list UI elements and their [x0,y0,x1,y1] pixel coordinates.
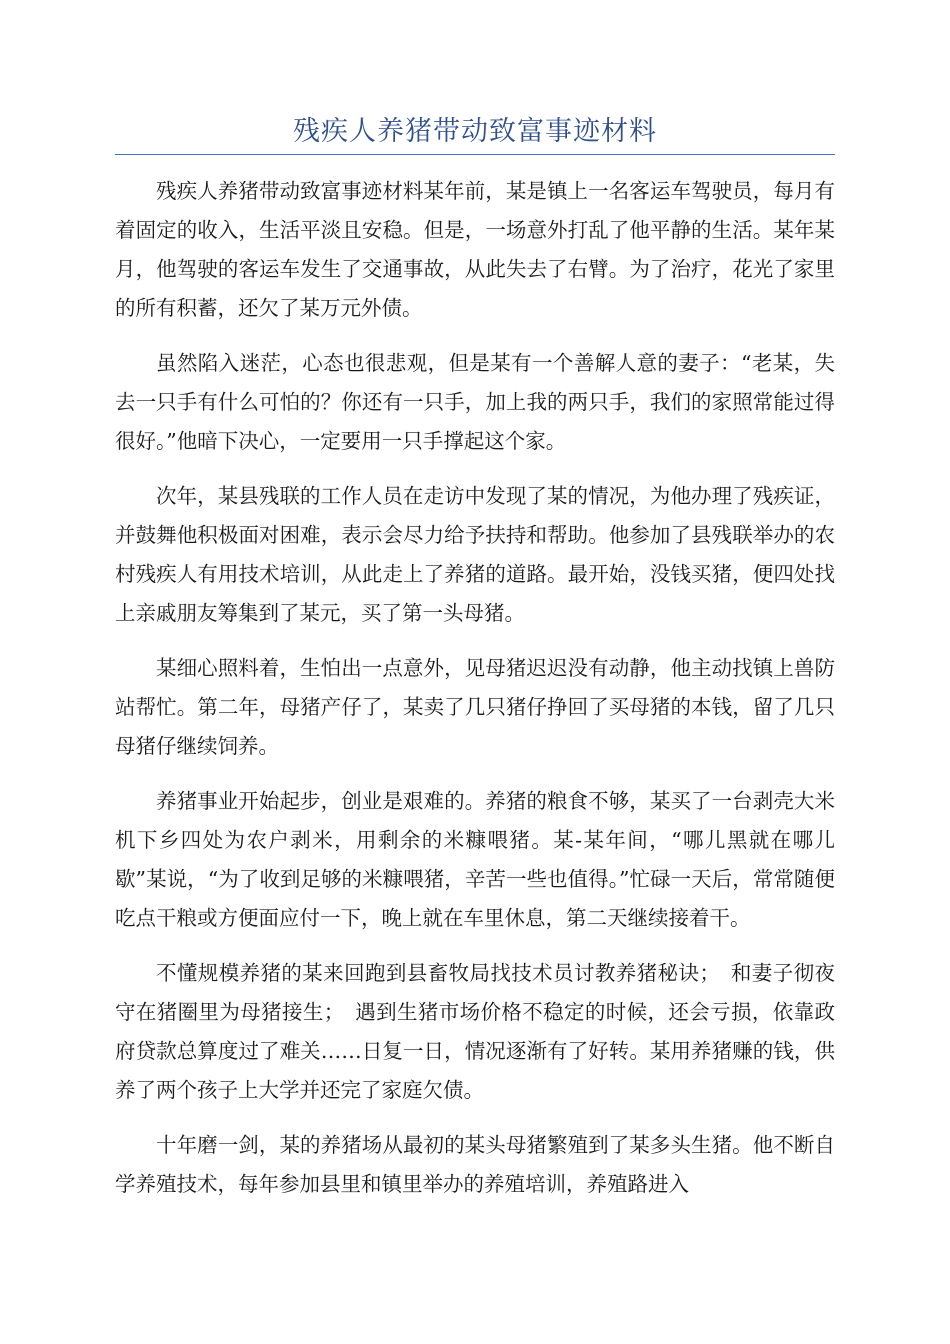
title-underline [115,154,835,155]
paragraph-1: 残疾人养猪带动致富事迹材料某年前，某是镇上一名客运车驾驶员，每月有着固定的收入，生活平淡且安稳。但是，一场意外打乱了他平静的生活。某年某月，他驾驶的客运车发生了交通事故，从此失去了右臂。为了治疗，花光了家里的所有积蓄，还欠了某万元外债。 [115,179,835,320]
document-title: 残疾人养猪带动致富事迹材料 [293,116,657,147]
paragraph-2: 虽然陷入迷茫，心态也很悲观，但是某有一个善解人意的妻子：“老某，失去一只手有什么可怕的？你还有一只手，加上我的两只手，我们的家照常能过得很好。”他暗下决心，一定要用一只手撑起这个家。 [115,351,835,453]
paragraph-7: 十年磨一剑，某的养猪场从最初的某头母猪繁殖到了某多头生猪。他不断自学养殖技术，每年参加县里和镇里举办的养殖培训，养殖路进入 [115,1133,835,1196]
paragraph-4: 某细心照料着，生怕出一点意外，见母猪迟迟没有动静，他主动找镇上兽防站帮忙。第二年，母猪产仔了，某卖了几只猪仔挣回了买母猪的本钱，留了几只母猪仔继续饲养。 [115,656,835,758]
paragraph-6: 不懂规模养猪的某来回跑到县畜牧局找技术员讨教养猪秘诀； 和妻子彻夜守在猪圈里为母猪接生； 遇到生猪市场价格不稳定的时候，还会亏损，依靠政府贷款总算度过了难关……日复一日，情况逐渐有了好转。某用养猪赚的钱，供养了两个孩子上大学并还完了家庭欠债。 [115,961,835,1102]
document-body [115,172,835,1220]
paragraph-5: 养猪事业开始起步，创业是艰难的。养猪的粮食不够，某买了一台剥壳大米机下乡四处为农户剥米，用剩余的米糠喂猪。某-某年间，“哪儿黑就在哪儿歇”某说，“为了收到足够的米糠喂猪，辛苦一些也值得。”忙碌一天后，常常随便吃点干粮或方便面应付一下，晚上就在车里休息，第二天继续接着干。 [115,789,835,930]
paragraph-3: 次年，某县残联的工作人员在走访中发现了某的情况，为他办理了残疾证，并鼓舞他积极面对困难，表示会尽力给予扶持和帮助。他参加了县残联举办的农村残疾人有用技术培训，从此走上了养猪的道路。最开始，没钱买猪，便四处找上亲戚朋友筹集到了某元，买了第一头母猪。 [115,484,835,625]
